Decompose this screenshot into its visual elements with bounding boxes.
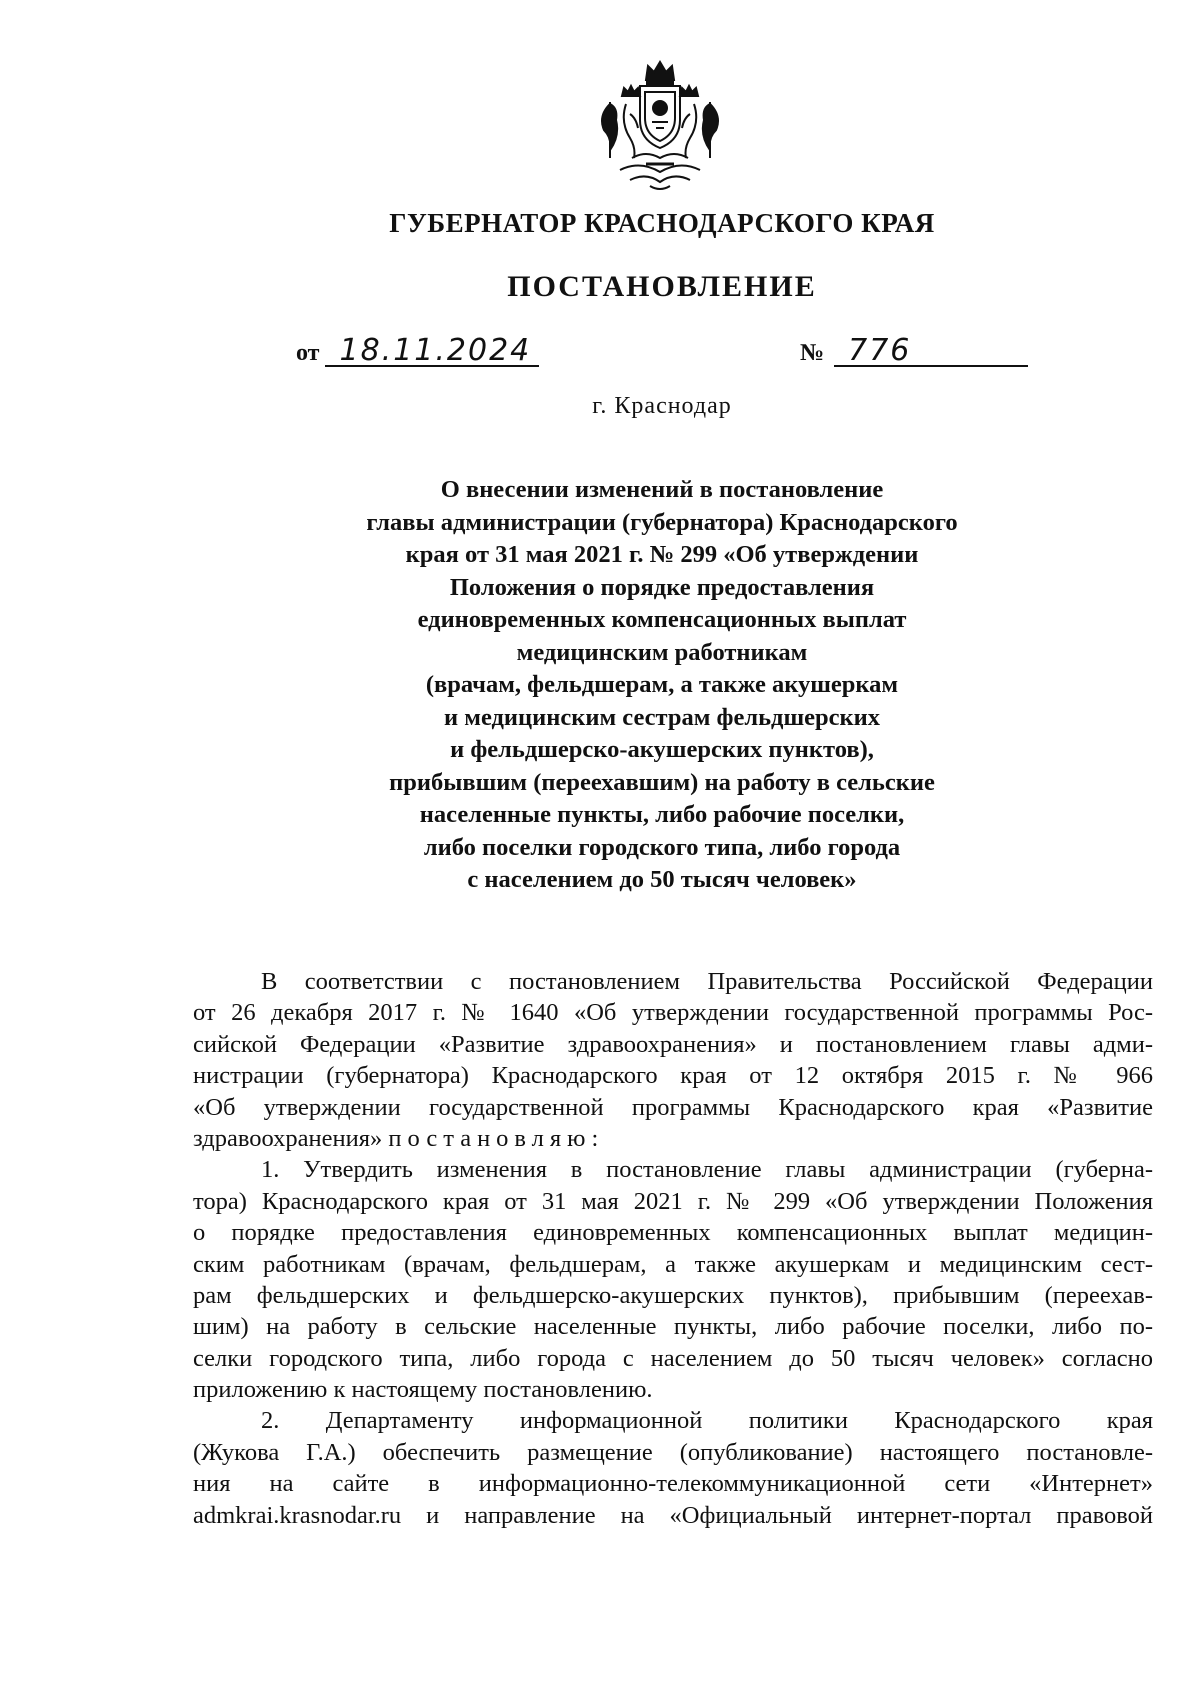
item-2-line: ния на сайте в информационно-телекоммуникационной сети «Интернет» — [193, 1470, 1153, 1498]
date-prefix: от — [296, 340, 320, 366]
preamble-line: В соответствии с постановлением Правительства Российской Федерации — [261, 968, 1153, 995]
preamble-line: от 26 декабря 2017 г. № 1640 «Об утверждении государственной программы Рос- — [193, 999, 1153, 1027]
document-date — [296, 333, 539, 368]
number-handwritten: 776 — [834, 337, 1028, 367]
issuing-authority: ГУБЕРНАТОР КРАСНОДАРСКОГО КРАЯ — [389, 208, 935, 238]
item-1-line: 1. Утвердить изменения в постановление главы администрации (губерна- — [261, 1156, 1153, 1184]
preamble-line: нистрации (губернатора) Краснодарского края от 12 октября 2015 г. № 966 — [193, 1062, 1153, 1090]
title-line: края от 31 мая 2021 г. № 299 «Об утверждении — [405, 541, 919, 568]
item-2-line: (Жукова Г.А.) обеспечить размещение (опубликование) настоящего постановле- — [193, 1438, 1153, 1466]
date-handwritten: 18.11.2024 — [325, 337, 539, 367]
document-type: ПОСТАНОВЛЕНИЕ — [507, 270, 817, 303]
item-1-line: приложению к настоящему постановлению. — [193, 1376, 653, 1404]
preamble-last-line — [193, 1123, 1153, 1154]
issuing-city: г. Краснодар — [592, 393, 732, 419]
item-1-line: о порядке предоставления единовременных компенсационных выплат медицин- — [193, 1219, 1153, 1247]
title-line: прибывшим (переехавшим) на работу в сельские — [389, 768, 935, 796]
document-body — [193, 966, 1153, 1531]
title-line: либо поселки городского типа, либо города — [423, 833, 901, 861]
item-2-line: admkrai.krasnodar.ru и направление на «Официальный интернет-портал правовой — [193, 1501, 1153, 1529]
preamble-line: «Об утверждении государственной программы Краснодарского края «Развитие — [193, 1093, 1153, 1121]
title-line: О внесении изменений в постановление — [440, 476, 884, 503]
title-line: населенные пункты, либо рабочие поселки, — [419, 801, 905, 828]
item-1-line: рам фельдшерских и фельдшерско-акушерских пунктов), прибывшим (переехав- — [193, 1281, 1153, 1309]
item-1-line: шим) на работу в сельские населенные пункты, либо рабочие поселки, либо по- — [193, 1313, 1153, 1341]
title-line: и фельдшерско-акушерских пунктов), — [450, 736, 874, 763]
document-number — [800, 333, 1028, 368]
decree-word: постановляю: — [388, 1124, 605, 1152]
item-1-line: тора) Краснодарского края от 31 мая 2021 г. № 299 «Об утверждении Положения — [193, 1187, 1153, 1215]
item-1-line: ским работникам (врачам, фельдшерам, а также акушеркам и медицинским сест- — [193, 1250, 1153, 1278]
title-line: с населением до 50 тысяч человек» — [467, 866, 857, 893]
number-prefix: № — [800, 340, 825, 366]
title-line: Положения о порядке предоставления — [449, 573, 875, 601]
title-line: и медицинским сестрам фельдшерских — [444, 703, 880, 731]
preamble-last-prefix: здравоохранения» — [193, 1124, 383, 1152]
document-title — [300, 474, 1024, 897]
item-1-line: селки городского типа, либо города с населением до 50 тысяч человек» согласно — [193, 1344, 1153, 1372]
title-line: главы администрации (губернатора) Краснодарского — [366, 508, 958, 536]
title-line: единовременных компенсационных выплат — [417, 606, 907, 633]
title-line: медицинским работникам — [516, 638, 808, 666]
preamble-line: сийской Федерации «Развитие здравоохранения» и постановлением главы адми- — [193, 1030, 1153, 1058]
krasnodar-coat-of-arms-icon — [590, 58, 730, 194]
title-line: (врачам, фельдшерам, а также акушеркам — [425, 671, 899, 698]
item-2-line: 2. Департаменту информационной политики Краснодарского края — [261, 1407, 1153, 1435]
